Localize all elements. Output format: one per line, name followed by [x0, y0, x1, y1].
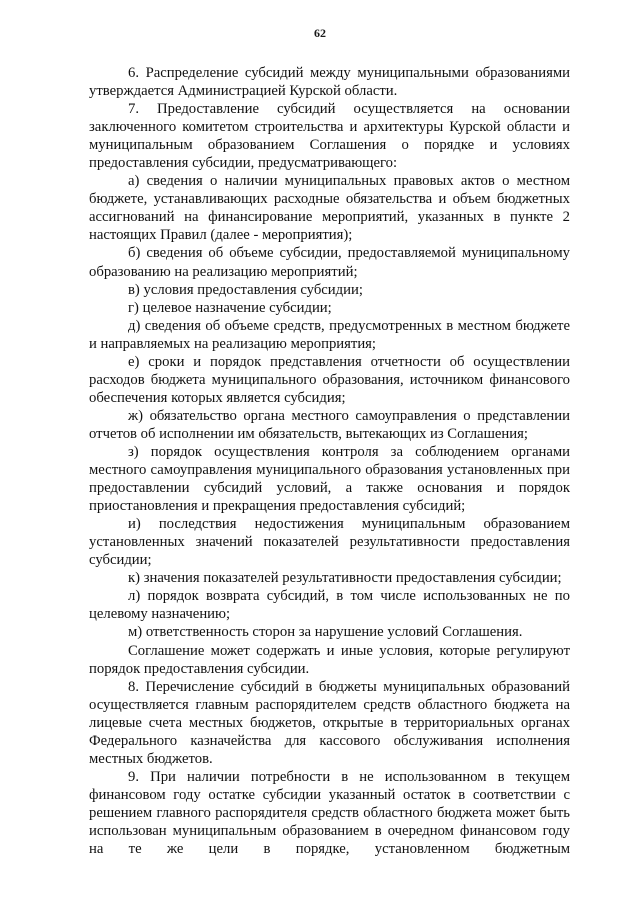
paragraph-6: 6. Распределение субсидий между муниципальными образованиями утверждается Администрацией Курской области.	[89, 65, 570, 100]
list-item-zh: ж) обязательство органа местного самоуправления о представлении отчетов об исполнении им обязательств, вытекающих из Соглашения;	[89, 407, 570, 442]
list-item-i: и) последствия недостижения муниципальным образованием установленных значений показателей результативности предоставления субсидии;	[89, 516, 570, 569]
page-number: 62	[314, 26, 326, 40]
list-item-k: к) значения показателей результативности предоставления субсидии;	[128, 570, 562, 587]
document-body	[89, 64, 570, 858]
list-item-z: з) порядок осуществления контроля за соблюдением органами местного самоуправления муниципального образования установленных при предоставлении субсидий условий, а также основания и порядок приостановления и прекращения предоставления субсидий;	[89, 443, 570, 515]
paragraph-7: 7. Предоставление субсидий осуществляется на основании заключенного комитетом строительства и архитектуры Курской области и муниципальным образованием Соглашения о порядке и условиях предоставления субсидии, предусматривающего:	[89, 101, 570, 172]
list-item-l: л) порядок возврата субсидий, в том числе использованных не по целевому назначению;	[89, 588, 570, 623]
list-item-a: а) сведения о наличии муниципальных правовых актов о местном бюджете, устанавливающих расходные обязательства и объем бюджетных ассигнований на финансирование мероприятий, указанных в пункте 2 настоящих Правил (далее - мероприятия);	[89, 173, 570, 244]
list-item-e: е) сроки и порядок представления отчетности об осуществлении расходов бюджета муниципального образования, источником финансового обеспечения которых является субсидия;	[89, 353, 570, 406]
list-item-v: в) условия предоставления субсидии;	[128, 281, 363, 298]
paragraph-9: 9. При наличии потребности в не использованном в текущем финансовом году остатке субсидии указанный остаток в соответствии с решением главного распорядителя средств областного бюджета может быть использован муниципальным образованием в очередном финансовом году на те же цели в порядке, установленном бюджетным	[89, 768, 570, 858]
list-item-b: б) сведения об объеме субсидии, предоставляемой муниципальному образованию на реализацию мероприятий;	[89, 245, 570, 280]
list-item-g: г) целевое назначение субсидии;	[128, 299, 332, 316]
paragraph-8: 8. Перечисление субсидий в бюджеты муниципальных образований осуществляется главным распорядителем средств областного бюджета на лицевые счета местных бюджетов, открытые в территориальных органах Федерального казначейства для кассового обслуживания исполнения местных бюджетов.	[89, 678, 570, 767]
list-item-m: м) ответственность сторон за нарушение условий Соглашения.	[128, 624, 523, 641]
agreement-note: Соглашение может содержать и иные условия, которые регулируют порядок предоставления субсидии.	[89, 642, 570, 677]
list-item-d: д) сведения об объеме средств, предусмотренных в местном бюджете и направляемых на реализацию мероприятия;	[89, 317, 570, 352]
